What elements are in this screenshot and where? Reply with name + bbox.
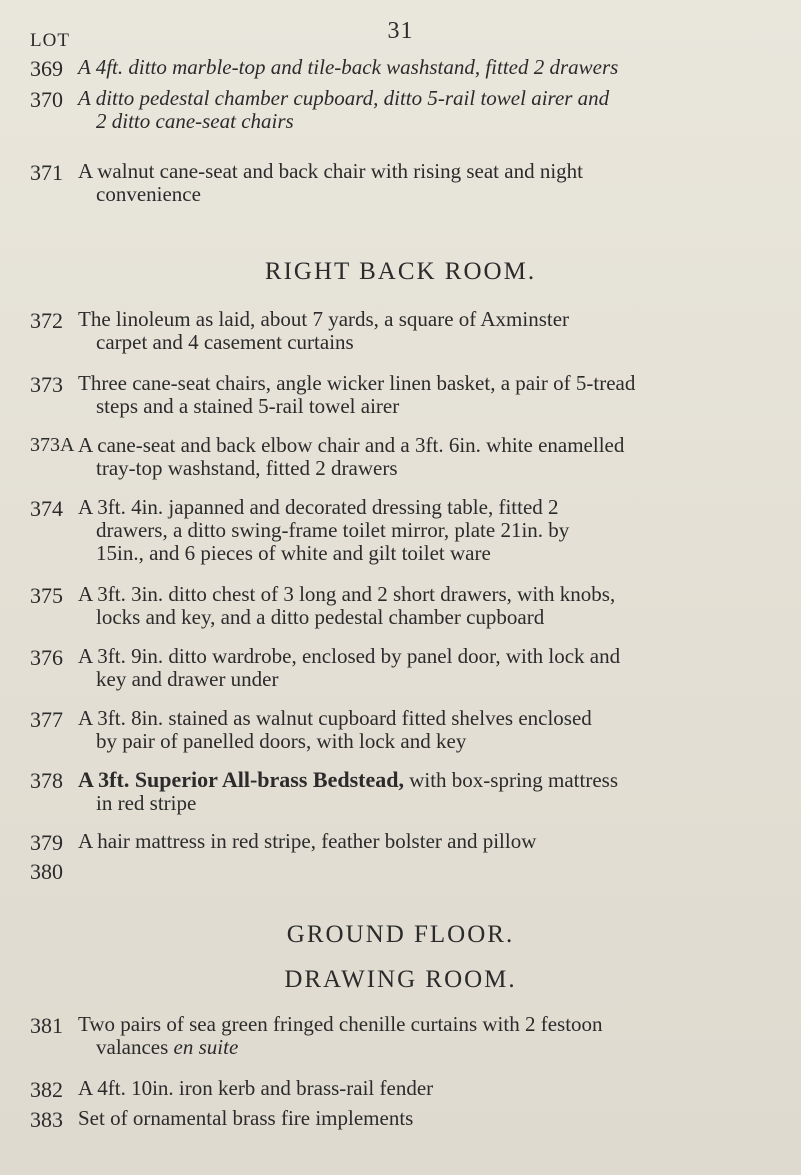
lot-description-line: tray-top washstand, fitted 2 drawers — [96, 456, 398, 480]
lot-description — [78, 1013, 790, 1059]
lot-description — [78, 1077, 790, 1100]
lot-description-line: A cane-seat and back elbow chair and a 3ft. 6in. white enamelled — [78, 433, 625, 457]
lot-number: 372 — [30, 308, 63, 333]
lot-description-line: steps and a stained 5-rail towel airer — [96, 394, 400, 418]
section-heading-drawing-room: DRAWING ROOM. — [284, 966, 517, 993]
lot-description — [78, 830, 790, 853]
lot-number: 380 — [30, 859, 63, 884]
lot-number: 378 — [30, 768, 63, 793]
lot-description — [78, 707, 790, 753]
lot-description-line: carpet and 4 casement curtains — [96, 330, 354, 354]
lot-description-line: locks and key, and a ditto pedestal chamber cupboard — [96, 605, 545, 629]
lot-description-line: A 3ft. 8in. stained as walnut cupboard fitted shelves enclosed — [78, 706, 592, 730]
lot-description-line: A 3ft. 3in. ditto chest of 3 long and 2 short drawers, with knobs, — [78, 582, 616, 606]
lot-description — [78, 583, 790, 629]
lot-description-line: drawers, a ditto swing-frame toilet mirror, plate 21in. by — [96, 518, 570, 542]
lot-description — [78, 434, 790, 480]
lot-description-line: A 3ft. 4in. japanned and decorated dressing table, fitted 2 — [78, 495, 559, 519]
lot-description-text: en suite — [173, 1035, 239, 1059]
section-heading-ground-floor: GROUND FLOOR. — [286, 921, 515, 948]
lot-description — [78, 768, 790, 815]
lot-number: 379 — [30, 830, 63, 855]
lot-description-line: A 4ft. 10in. iron kerb and brass-rail fender — [78, 1076, 434, 1100]
lot-description-text: valances — [96, 1035, 174, 1059]
lot-description — [78, 87, 790, 133]
lot-description-line: Set of ornamental brass fire implements — [78, 1106, 414, 1130]
lot-description-line: convenience — [96, 182, 201, 206]
lot-description — [78, 56, 790, 79]
lot-number: 373 — [30, 372, 63, 397]
lot-number: 371 — [30, 160, 63, 185]
lot-description-line — [78, 1036, 790, 1059]
page-number: 31 — [387, 18, 414, 44]
lot-description-line: key and drawer under — [96, 667, 279, 691]
lot-description — [78, 308, 790, 354]
lot-description — [78, 160, 790, 206]
lot-description-line: 2 ditto cane-seat chairs — [96, 109, 294, 133]
lot-description-line: A hair mattress in red stripe, feather bolster and pillow — [78, 829, 537, 853]
lot-number: 381 — [30, 1013, 63, 1038]
lot-column-header: LOT — [30, 30, 70, 51]
lot-number: 377 — [30, 707, 63, 732]
lot-description-line: A walnut cane-seat and back chair with rising seat and night — [78, 159, 584, 183]
lot-description-line: The linoleum as laid, about 7 yards, a square of Axminster — [78, 307, 570, 331]
lot-number: 376 — [30, 645, 63, 670]
lot-number: 382 — [30, 1077, 63, 1102]
lot-description-line: A 4ft. ditto marble-top and tile-back washstand, fitted 2 drawers — [78, 55, 619, 79]
lot-number: 373A — [30, 434, 75, 456]
lot-description — [78, 1107, 790, 1130]
lot-number: 369 — [30, 56, 63, 81]
lot-description-line: in red stripe — [96, 791, 197, 815]
lot-description-line: 15in., and 6 pieces of white and gilt toilet ware — [96, 541, 491, 565]
lot-description-line: with box-spring mattress — [403, 768, 619, 792]
lot-description — [78, 645, 790, 691]
lot-number: 374 — [30, 496, 63, 521]
lot-description — [78, 496, 790, 565]
lot-number: 375 — [30, 583, 63, 608]
lot-description-line: by pair of panelled doors, with lock and key — [96, 729, 467, 753]
lot-number: 383 — [30, 1107, 63, 1132]
lot-description-line: A 3ft. 9in. ditto wardrobe, enclosed by panel door, with lock and — [78, 644, 621, 668]
lot-description-line: A ditto pedestal chamber cupboard, ditto 5-rail towel airer and — [78, 86, 610, 110]
section-heading-right-back-room: RIGHT BACK ROOM. — [264, 258, 537, 285]
lot-description-lead: A 3ft. Superior All-brass Bedstead, — [78, 767, 404, 792]
lot-description-line: Three cane-seat chairs, angle wicker linen basket, a pair of 5-tread — [78, 371, 636, 395]
lot-description — [78, 372, 790, 418]
lot-number: 370 — [30, 87, 63, 112]
lot-description-line: Two pairs of sea green fringed chenille curtains with 2 festoon — [78, 1012, 603, 1036]
